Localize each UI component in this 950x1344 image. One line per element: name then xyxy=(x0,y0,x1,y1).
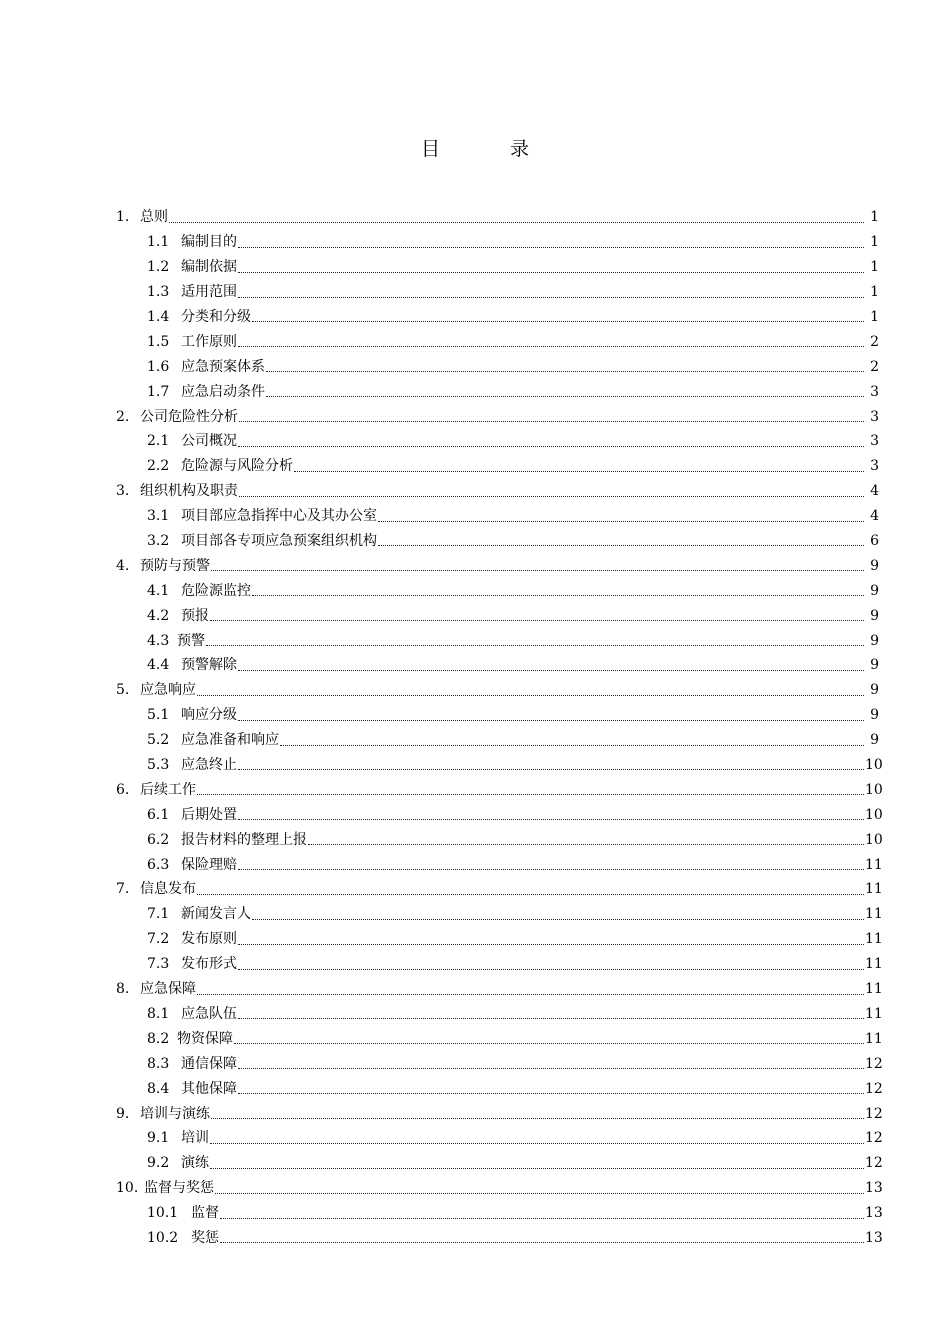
toc-entry-section[interactable] xyxy=(0,603,950,628)
toc-entry-page-number: 11 xyxy=(865,906,883,923)
toc-entry-number: 4.2 xyxy=(147,607,170,624)
toc-entry-label: 演练 xyxy=(181,1155,209,1172)
toc-entry-section[interactable] xyxy=(0,578,950,603)
toc-entry-section[interactable] xyxy=(0,1151,950,1176)
toc-entry-number: 1.7 xyxy=(147,383,170,400)
toc-entry-number: 7.3 xyxy=(147,956,170,973)
toc-entry-label: 危险源监控 xyxy=(181,582,251,599)
toc-entry-label: 分类和分级 xyxy=(181,309,251,325)
toc-dot-leader xyxy=(238,769,864,770)
toc-entry-page-number: 1 xyxy=(870,309,879,325)
toc-entry-page-number: 13 xyxy=(865,1180,883,1197)
toc-entry-page-number: 9 xyxy=(870,732,879,749)
toc-entry-page-number: 10 xyxy=(865,831,883,848)
toc-entry-label: 其他保障 xyxy=(181,1080,237,1097)
toc-entry-label: 后续工作 xyxy=(140,781,196,798)
toc-entry-number: 8.1 xyxy=(147,1005,170,1022)
toc-entry-page-number: 10 xyxy=(865,806,883,823)
toc-entry-section[interactable] xyxy=(0,280,950,305)
toc-entry-page-number: 11 xyxy=(865,956,883,973)
toc-dot-leader xyxy=(238,346,864,347)
toc-entry-section[interactable] xyxy=(0,753,950,778)
toc-entry-page-number: 9 xyxy=(870,582,879,599)
toc-entry-number: 6.1 xyxy=(147,806,170,823)
toc-entry-section[interactable] xyxy=(0,1026,950,1051)
toc-entry-number: 1. xyxy=(116,209,130,226)
toc-entry-label: 奖惩 xyxy=(191,1229,219,1246)
toc-dot-leader xyxy=(252,321,864,322)
toc-entry-section[interactable] xyxy=(0,952,950,977)
toc-entry-chapter[interactable] xyxy=(0,777,950,802)
toc-dot-leader xyxy=(169,222,864,223)
toc-entry-page-number: 6 xyxy=(870,533,879,550)
toc-entry-section[interactable] xyxy=(0,1051,950,1076)
toc-entry-section[interactable] xyxy=(0,728,950,753)
toc-dot-leader xyxy=(220,1218,864,1219)
toc-entry-label: 预警 xyxy=(177,632,205,649)
toc-dot-leader xyxy=(197,894,864,895)
toc-entry-number: 7.2 xyxy=(147,931,170,948)
toc-entry-chapter[interactable] xyxy=(0,205,950,230)
toc-entry-number: 7. xyxy=(116,881,130,898)
toc-entry-number: 4. xyxy=(116,557,130,574)
toc-dot-leader xyxy=(252,919,864,920)
toc-dot-leader xyxy=(197,695,864,696)
toc-entry-label: 信息发布 xyxy=(140,881,196,898)
toc-dot-leader xyxy=(239,496,864,497)
toc-entry-label: 培训 xyxy=(181,1130,209,1147)
toc-entry-section[interactable] xyxy=(0,653,950,678)
toc-dot-leader xyxy=(238,720,864,721)
toc-dot-leader xyxy=(238,1068,864,1069)
toc-entry-label: 发布形式 xyxy=(181,956,237,973)
toc-entry-number: 4.4 xyxy=(147,657,170,674)
toc-entry-number: 4.3 xyxy=(147,632,170,649)
toc-entry-chapter[interactable] xyxy=(0,877,950,902)
toc-entry-label: 培训与演练 xyxy=(140,1105,210,1122)
toc-entry-section[interactable] xyxy=(0,852,950,877)
toc-entry-section[interactable] xyxy=(0,379,950,404)
toc-entry-label: 应急预案体系 xyxy=(181,358,265,375)
toc-entry-section[interactable] xyxy=(0,628,950,653)
toc-dot-leader xyxy=(238,1018,864,1019)
toc-entry-number: 2. xyxy=(116,408,130,425)
toc-dot-leader xyxy=(238,247,864,248)
toc-dot-leader xyxy=(234,1043,864,1044)
toc-entry-label: 公司概况 xyxy=(181,433,237,450)
toc-entry-page-number: 11 xyxy=(865,1005,883,1022)
toc-dot-leader xyxy=(210,1143,864,1144)
toc-entry-section[interactable] xyxy=(0,902,950,927)
toc-entry-page-number: 11 xyxy=(865,1030,883,1047)
toc-entry-page-number: 11 xyxy=(865,881,883,898)
toc-entry-label: 发布原则 xyxy=(181,931,237,948)
toc-entry-number: 1.6 xyxy=(147,358,170,375)
toc-entry-page-number: 3 xyxy=(870,433,879,450)
toc-entry-label: 物资保障 xyxy=(177,1030,233,1047)
toc-entry-label: 项目部应急指挥中心及其办公室 xyxy=(181,508,377,525)
toc-entry-number: 1.5 xyxy=(147,333,170,350)
toc-entry-label: 总则 xyxy=(140,209,168,226)
toc-entry-label: 响应分级 xyxy=(181,707,237,724)
toc-entry-label: 应急终止 xyxy=(181,757,237,774)
toc-entry-chapter[interactable] xyxy=(0,977,950,1002)
toc-dot-leader xyxy=(197,994,864,995)
toc-entry-label: 项目部各专项应急预案组织机构 xyxy=(181,533,377,550)
toc-entry-number: 5. xyxy=(116,682,130,699)
toc-entry-page-number: 12 xyxy=(865,1155,883,1172)
toc-dot-leader xyxy=(238,446,864,447)
toc-dot-leader xyxy=(238,819,864,820)
toc-entry-label: 应急队伍 xyxy=(181,1005,237,1022)
toc-dot-leader xyxy=(378,545,864,546)
toc-entry-page-number: 4 xyxy=(870,483,879,500)
toc-title xyxy=(0,134,950,161)
toc-dot-leader xyxy=(238,1093,864,1094)
toc-entry-page-number: 2 xyxy=(870,358,879,375)
toc-entry-number: 2.1 xyxy=(147,433,170,450)
toc-entry-page-number: 3 xyxy=(870,458,879,475)
toc-entry-page-number: 9 xyxy=(870,707,879,724)
toc-entry-number: 9. xyxy=(116,1105,130,1122)
toc-entry-page-number: 12 xyxy=(865,1080,883,1097)
toc-entry-section[interactable] xyxy=(0,703,950,728)
toc-entry-page-number: 11 xyxy=(865,856,883,873)
toc-dot-leader xyxy=(238,297,864,298)
toc-entry-section[interactable] xyxy=(0,1201,950,1226)
toc-dot-leader xyxy=(294,471,864,472)
toc-entry-number: 8.2 xyxy=(147,1030,170,1047)
toc-dot-leader xyxy=(266,396,864,397)
toc-entry-number: 6. xyxy=(116,781,130,798)
toc-entry-number: 1.2 xyxy=(147,259,170,276)
toc-entry-page-number: 11 xyxy=(865,931,883,948)
toc-entry-section[interactable] xyxy=(0,802,950,827)
toc-entry-chapter[interactable] xyxy=(0,678,950,703)
toc-entry-label: 通信保障 xyxy=(181,1055,237,1072)
toc-entry-page-number: 12 xyxy=(865,1105,883,1122)
toc-entry-number: 1.1 xyxy=(147,234,170,251)
toc-entry-label: 新闻发言人 xyxy=(181,906,251,923)
toc-entry-number: 8.4 xyxy=(147,1080,170,1097)
toc-entry-label: 保险理赔 xyxy=(181,856,237,873)
toc-entry-label: 应急准备和响应 xyxy=(181,732,279,749)
toc-entry-page-number: 9 xyxy=(870,607,879,624)
toc-entry-number: 3.1 xyxy=(147,508,170,525)
toc-dot-leader xyxy=(215,1193,864,1194)
toc-entry-number: 2.2 xyxy=(147,458,170,475)
toc-dot-leader xyxy=(238,670,864,671)
toc-entry-chapter[interactable] xyxy=(0,404,950,429)
toc-entry-number: 6.2 xyxy=(147,831,170,848)
toc-entry-chapter[interactable] xyxy=(0,1101,950,1126)
toc-entry-page-number: 13 xyxy=(865,1205,883,1222)
toc-title-char-2: 录 xyxy=(510,138,530,160)
toc-dot-leader xyxy=(206,645,864,646)
toc-entry-page-number: 3 xyxy=(870,383,879,400)
toc-dot-leader xyxy=(239,421,864,422)
toc-dot-leader xyxy=(197,794,864,795)
toc-entry-section[interactable] xyxy=(0,1226,950,1251)
toc-entry-number: 9.2 xyxy=(147,1155,170,1172)
toc-entry-label: 公司危险性分析 xyxy=(140,408,238,425)
toc-entry-section[interactable] xyxy=(0,1126,950,1151)
toc-entry-label: 预报 xyxy=(181,607,209,624)
toc-dot-leader xyxy=(211,570,864,571)
toc-entry-number: 6.3 xyxy=(147,856,170,873)
toc-dot-leader xyxy=(280,745,864,746)
toc-entry-section[interactable] xyxy=(0,255,950,280)
toc-entry-label: 应急响应 xyxy=(140,682,196,699)
toc-dot-leader xyxy=(308,844,864,845)
toc-entry-number: 9.1 xyxy=(147,1130,170,1147)
toc-entry-number: 1.4 xyxy=(147,309,170,325)
toc-entry-label: 应急保障 xyxy=(140,981,196,998)
toc-entry-number: 8.3 xyxy=(147,1055,170,1072)
toc-dot-leader xyxy=(238,869,864,870)
toc-entry-number: 5.2 xyxy=(147,732,170,749)
toc-entry-chapter[interactable] xyxy=(0,1176,950,1201)
toc-entry-number: 4.1 xyxy=(147,582,170,599)
toc-entry-label: 应急启动条件 xyxy=(181,383,265,400)
toc-title-char-1: 目 xyxy=(420,138,440,160)
toc-dot-leader xyxy=(252,595,864,596)
toc-entry-page-number: 9 xyxy=(870,557,879,574)
toc-entry-page-number: 1 xyxy=(870,284,879,301)
toc-entry-number: 7.1 xyxy=(147,906,170,923)
toc-entry-page-number: 11 xyxy=(865,981,883,998)
toc-entry-section[interactable] xyxy=(0,504,950,529)
toc-dot-leader xyxy=(211,1118,864,1119)
toc-entry-label: 组织机构及职责 xyxy=(140,483,238,500)
toc-dot-leader xyxy=(238,944,864,945)
toc-entry-chapter[interactable] xyxy=(0,553,950,578)
toc-entry-section[interactable] xyxy=(0,305,950,330)
toc-entry-label: 监督与奖惩 xyxy=(144,1180,214,1197)
toc-entry-chapter[interactable] xyxy=(0,479,950,504)
toc-entry-page-number: 1 xyxy=(870,259,879,276)
toc-entry-label: 报告材料的整理上报 xyxy=(181,831,307,848)
toc-entry-number: 10.1 xyxy=(147,1205,179,1222)
toc-entry-page-number: 9 xyxy=(870,682,879,699)
toc-entry-page-number: 13 xyxy=(865,1229,883,1246)
toc-entry-label: 危险源与风险分析 xyxy=(181,458,293,475)
toc-entry-page-number: 1 xyxy=(870,234,879,251)
toc-entry-section[interactable] xyxy=(0,529,950,554)
toc-entry-number: 5.1 xyxy=(147,707,170,724)
toc-entry-section[interactable] xyxy=(0,1002,950,1027)
toc-entry-section[interactable] xyxy=(0,827,950,852)
toc-entry-label: 工作原则 xyxy=(181,333,237,350)
toc-entry-number: 5.3 xyxy=(147,757,170,774)
toc-entry-label: 编制依据 xyxy=(181,259,237,276)
toc-entry-label: 适用范围 xyxy=(181,284,237,301)
toc-entry-label: 预防与预警 xyxy=(140,557,210,574)
toc-entry-number: 3. xyxy=(116,483,130,500)
toc-entry-page-number: 9 xyxy=(870,632,879,649)
toc-entry-label: 后期处置 xyxy=(181,806,237,823)
toc-entry-number: 3.2 xyxy=(147,533,170,550)
toc-entry-number: 8. xyxy=(116,981,130,998)
toc-entry-page-number: 2 xyxy=(870,333,879,350)
toc-entry-page-number: 3 xyxy=(870,408,879,425)
toc-entry-number: 10.2 xyxy=(147,1229,179,1246)
toc-entry-number: 1.3 xyxy=(147,284,170,301)
toc-entry-page-number: 10 xyxy=(865,781,883,798)
toc-entry-label: 预警解除 xyxy=(181,657,237,674)
toc-entry-section[interactable] xyxy=(0,454,950,479)
toc-entry-label: 监督 xyxy=(191,1205,219,1222)
toc-dot-leader xyxy=(238,969,864,970)
toc-dot-leader xyxy=(210,620,864,621)
toc-entry-label: 编制目的 xyxy=(181,234,237,251)
toc-entry-section[interactable] xyxy=(0,429,950,454)
toc-dot-leader xyxy=(220,1242,864,1243)
toc-entry-page-number: 4 xyxy=(870,508,879,525)
toc-dot-leader xyxy=(238,272,864,273)
toc-entry-page-number: 10 xyxy=(865,757,883,774)
toc-list xyxy=(0,205,950,1250)
toc-entry-section[interactable] xyxy=(0,230,950,255)
toc-entry-page-number: 1 xyxy=(870,209,879,226)
toc-entry-page-number: 9 xyxy=(870,657,879,674)
toc-entry-page-number: 12 xyxy=(865,1055,883,1072)
toc-entry-section[interactable] xyxy=(0,329,950,354)
toc-dot-leader xyxy=(210,1168,864,1169)
toc-entry-section[interactable] xyxy=(0,1076,950,1101)
toc-entry-section[interactable] xyxy=(0,927,950,952)
toc-entry-number: 10. xyxy=(116,1180,139,1197)
toc-dot-leader xyxy=(266,371,864,372)
toc-entry-page-number: 12 xyxy=(865,1130,883,1147)
toc-entry-section[interactable] xyxy=(0,354,950,379)
toc-dot-leader xyxy=(378,521,864,522)
